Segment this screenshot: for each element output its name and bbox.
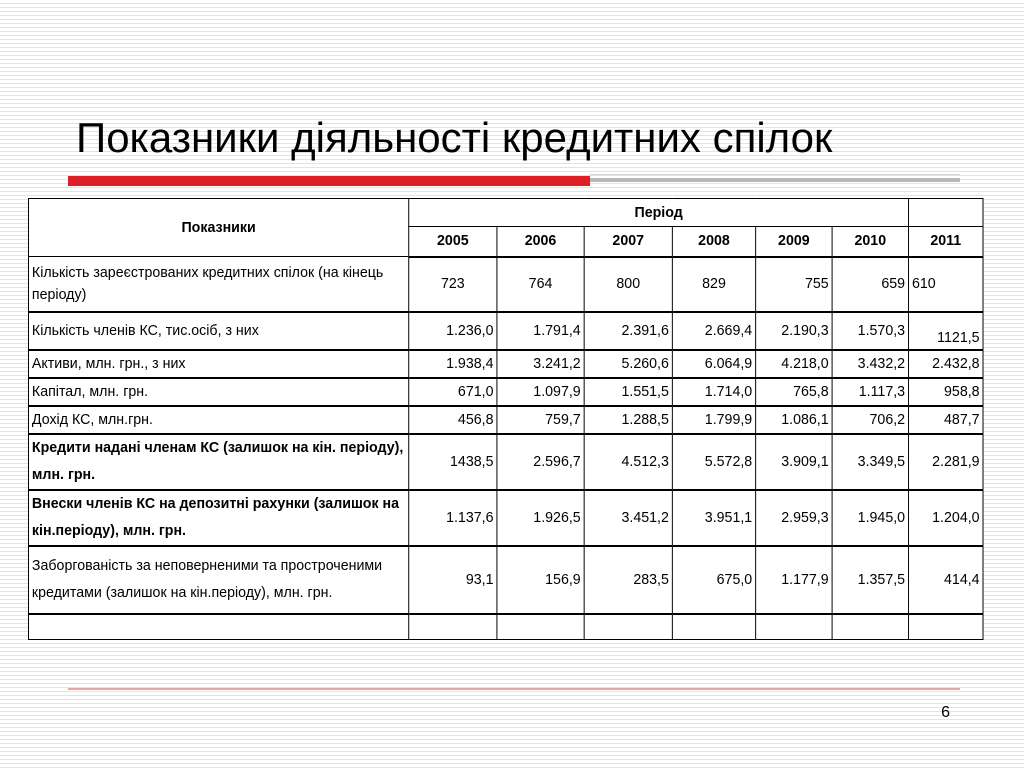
row-value: 958,8 <box>909 378 983 406</box>
row-value: 93,1 <box>409 546 497 614</box>
table-row <box>28 490 983 546</box>
row-value: 671,0 <box>409 378 497 406</box>
year-header: 2006 <box>497 227 584 257</box>
row-value: 283,5 <box>584 546 672 614</box>
indicators-table <box>28 198 984 640</box>
row-value: 1.799,9 <box>672 406 755 434</box>
row-value: 3.241,2 <box>497 350 584 378</box>
row-value: 765,8 <box>756 378 832 406</box>
row-value: 1.926,5 <box>497 490 584 546</box>
header-period-empty <box>909 199 983 227</box>
row-value: 2.190,3 <box>756 312 832 350</box>
row-value: 3.451,2 <box>584 490 672 546</box>
row-value: 1438,5 <box>409 434 497 490</box>
row-value: 1.086,1 <box>756 406 832 434</box>
empty-cell <box>584 614 672 640</box>
row-value: 2.959,3 <box>756 490 832 546</box>
row-value: 1.357,5 <box>832 546 908 614</box>
row-value: 610 <box>909 257 983 312</box>
row-value: 829 <box>672 257 755 312</box>
empty-cell <box>832 614 908 640</box>
empty-cell <box>28 614 408 640</box>
title-underline-gray <box>590 178 960 182</box>
row-value: 759,7 <box>497 406 584 434</box>
title-underline-thin <box>590 174 960 175</box>
row-value: 675,0 <box>672 546 755 614</box>
row-value: 2.669,4 <box>672 312 755 350</box>
row-label: Дохід КС, млн.грн. <box>28 406 408 434</box>
row-value: 755 <box>756 257 832 312</box>
row-label: Активи, млн. грн., з них <box>28 350 408 378</box>
row-label: Кредити надані членам КС (залишок на кін. періоду), млн. грн. <box>28 434 408 490</box>
empty-cell <box>497 614 584 640</box>
row-label: Капітал, млн. грн. <box>28 378 408 406</box>
row-value: 1.551,5 <box>584 378 672 406</box>
table-row-empty <box>28 614 983 640</box>
row-value: 5.260,6 <box>584 350 672 378</box>
row-value: 1.938,4 <box>409 350 497 378</box>
table-row <box>28 378 983 406</box>
empty-cell <box>672 614 755 640</box>
footer-divider <box>68 688 960 690</box>
row-value: 1.288,5 <box>584 406 672 434</box>
row-value: 3.432,2 <box>832 350 908 378</box>
row-value: 487,7 <box>909 406 983 434</box>
row-value: 1.097,9 <box>497 378 584 406</box>
row-value: 764 <box>497 257 584 312</box>
slide-title: Показники діяльності кредитних спілок <box>76 114 833 161</box>
row-value: 1.236,0 <box>409 312 497 350</box>
row-value: 1121,5 <box>909 312 983 350</box>
year-header: 2005 <box>409 227 497 257</box>
row-value: 3.349,5 <box>832 434 908 490</box>
row-value: 5.572,8 <box>672 434 755 490</box>
empty-cell <box>409 614 497 640</box>
row-value: 1.137,6 <box>409 490 497 546</box>
year-header: 2010 <box>832 227 908 257</box>
page-number: 6 <box>941 704 950 721</box>
year-header: 2008 <box>672 227 755 257</box>
table-row <box>28 434 983 490</box>
row-value: 6.064,9 <box>672 350 755 378</box>
row-value: 2.432,8 <box>909 350 983 378</box>
row-value: 4.218,0 <box>756 350 832 378</box>
row-value: 1.791,4 <box>497 312 584 350</box>
row-value: 1.117,3 <box>832 378 908 406</box>
table-row <box>28 257 983 312</box>
row-value: 3.909,1 <box>756 434 832 490</box>
year-header: 2009 <box>756 227 832 257</box>
row-value: 1.177,9 <box>756 546 832 614</box>
row-value: 706,2 <box>832 406 908 434</box>
row-value: 800 <box>584 257 672 312</box>
row-value: 2.391,6 <box>584 312 672 350</box>
row-value: 2.281,9 <box>909 434 983 490</box>
empty-cell <box>909 614 983 640</box>
row-label: Кількість членів КС, тис.осіб, з них <box>28 312 408 350</box>
row-value: 1.945,0 <box>832 490 908 546</box>
row-value: 456,8 <box>409 406 497 434</box>
year-header: 2007 <box>584 227 672 257</box>
row-value: 156,9 <box>497 546 584 614</box>
row-value: 659 <box>832 257 908 312</box>
row-value: 414,4 <box>909 546 983 614</box>
row-value: 4.512,3 <box>584 434 672 490</box>
year-header: 2011 <box>909 227 983 257</box>
row-value: 2.596,7 <box>497 434 584 490</box>
table-row <box>28 546 983 614</box>
header-period: Період <box>409 199 909 227</box>
row-value: 1.204,0 <box>909 490 983 546</box>
row-label: Внески членів КС на депозитні рахунки (залишок на кін.періоду), млн. грн. <box>28 490 408 546</box>
table-row <box>28 406 983 434</box>
row-value: 1.570,3 <box>832 312 908 350</box>
row-label: Кількість зареєстрованих кредитних спілок (на кінець періоду) <box>28 257 408 312</box>
table-row <box>28 312 983 350</box>
row-value: 723 <box>409 257 497 312</box>
row-value: 1.714,0 <box>672 378 755 406</box>
table-row <box>28 350 983 378</box>
row-label: Заборгованість за неповерненими та простроченими кредитами (залишок на кін.періоду), млн. грн. <box>28 546 408 614</box>
row-value: 3.951,1 <box>672 490 755 546</box>
empty-cell <box>756 614 832 640</box>
header-indicators: Показники <box>28 199 408 257</box>
title-underline-red <box>68 176 590 186</box>
